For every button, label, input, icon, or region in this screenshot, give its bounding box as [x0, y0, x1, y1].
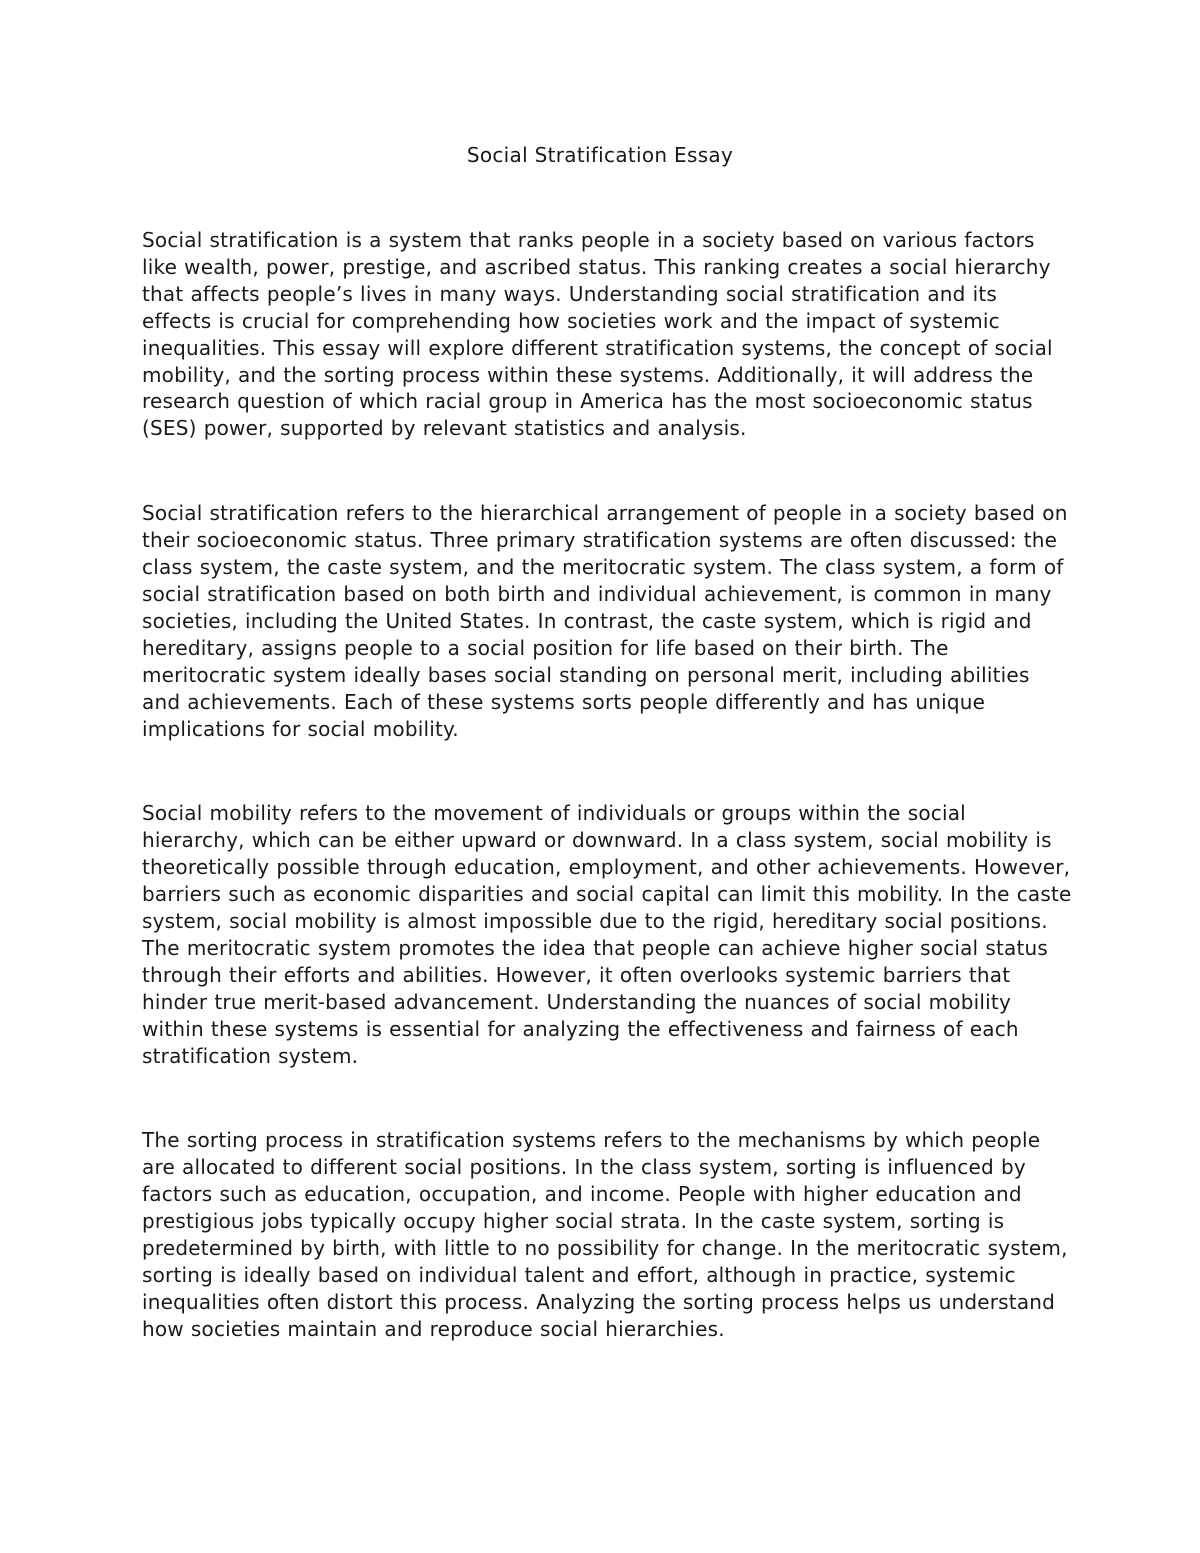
paragraph-stratification-systems: Social stratification refers to the hierarchical arrangement of people in a society based on their socioeconomic status. Three primary stratification systems are often discussed: the class system, the caste system, and the meritocratic system. The class system, a form of social stratification based on both birth and individual achievement, is common in many societies, including the United States. In contrast, the caste system, which is rigid and hereditary, assigns people to a social position for life based on their birth. The meritocratic system ideally bases social standing on personal merit, including abilities and achievements. Each of these systems sorts people differently and has unique implications for social mobility. [142, 501, 1068, 741]
paragraph-sorting-process: The sorting process in stratification systems refers to the mechanisms by which people are allocated to different social positions. In the class system, sorting is influenced by factors such as education, occupation, and income. People with higher education and prestigious jobs typically occupy higher social strata. In the caste system, sorting is predetermined by birth, with little to no possibility for change. In the meritocratic system, sorting is ideally based on individual talent and effort, although in practice, systemic inequalities often distort this process. Analyzing the sorting process helps us understand how societies maintain and reproduce social hierarchies. [142, 1128, 1068, 1341]
paragraph-social-mobility: Social mobility refers to the movement of individuals or groups within the social hierarchy, which can be either upward or downward. In a class system, social mobility is theoretically possible through education, employment, and other achievements. However, barriers such as economic disparities and social capital can limit this mobility. In the caste system, social mobility is almost impossible due to the rigid, hereditary social positions. The meritocratic system promotes the idea that people can achieve higher social status through their efforts and abilities. However, it often overlooks systemic barriers that hinder true merit-based advancement. Understanding the nuances of social mobility within these systems is essential for analyzing the effectiveness and fairness of each stratification system. [142, 801, 1072, 1068]
document-title: Social Stratification Essay [466, 143, 734, 167]
document-body [142, 227, 1072, 1343]
paragraph-introduction: Social stratification is a system that ranks people in a society based on various factors like wealth, power, prestige, and ascribed status. This ranking creates a social hierarchy that affects people’s lives in many ways. Understanding social stratification and its effects is crucial for comprehending how societies work and the impact of systemic inequalities. This essay will explore different stratification systems, the concept of social mobility, and the sorting process within these systems. Additionally, it will address the research question of which racial group in America has the most socioeconomic status (SES) power, supported by relevant statistics and analysis. [142, 228, 1053, 441]
